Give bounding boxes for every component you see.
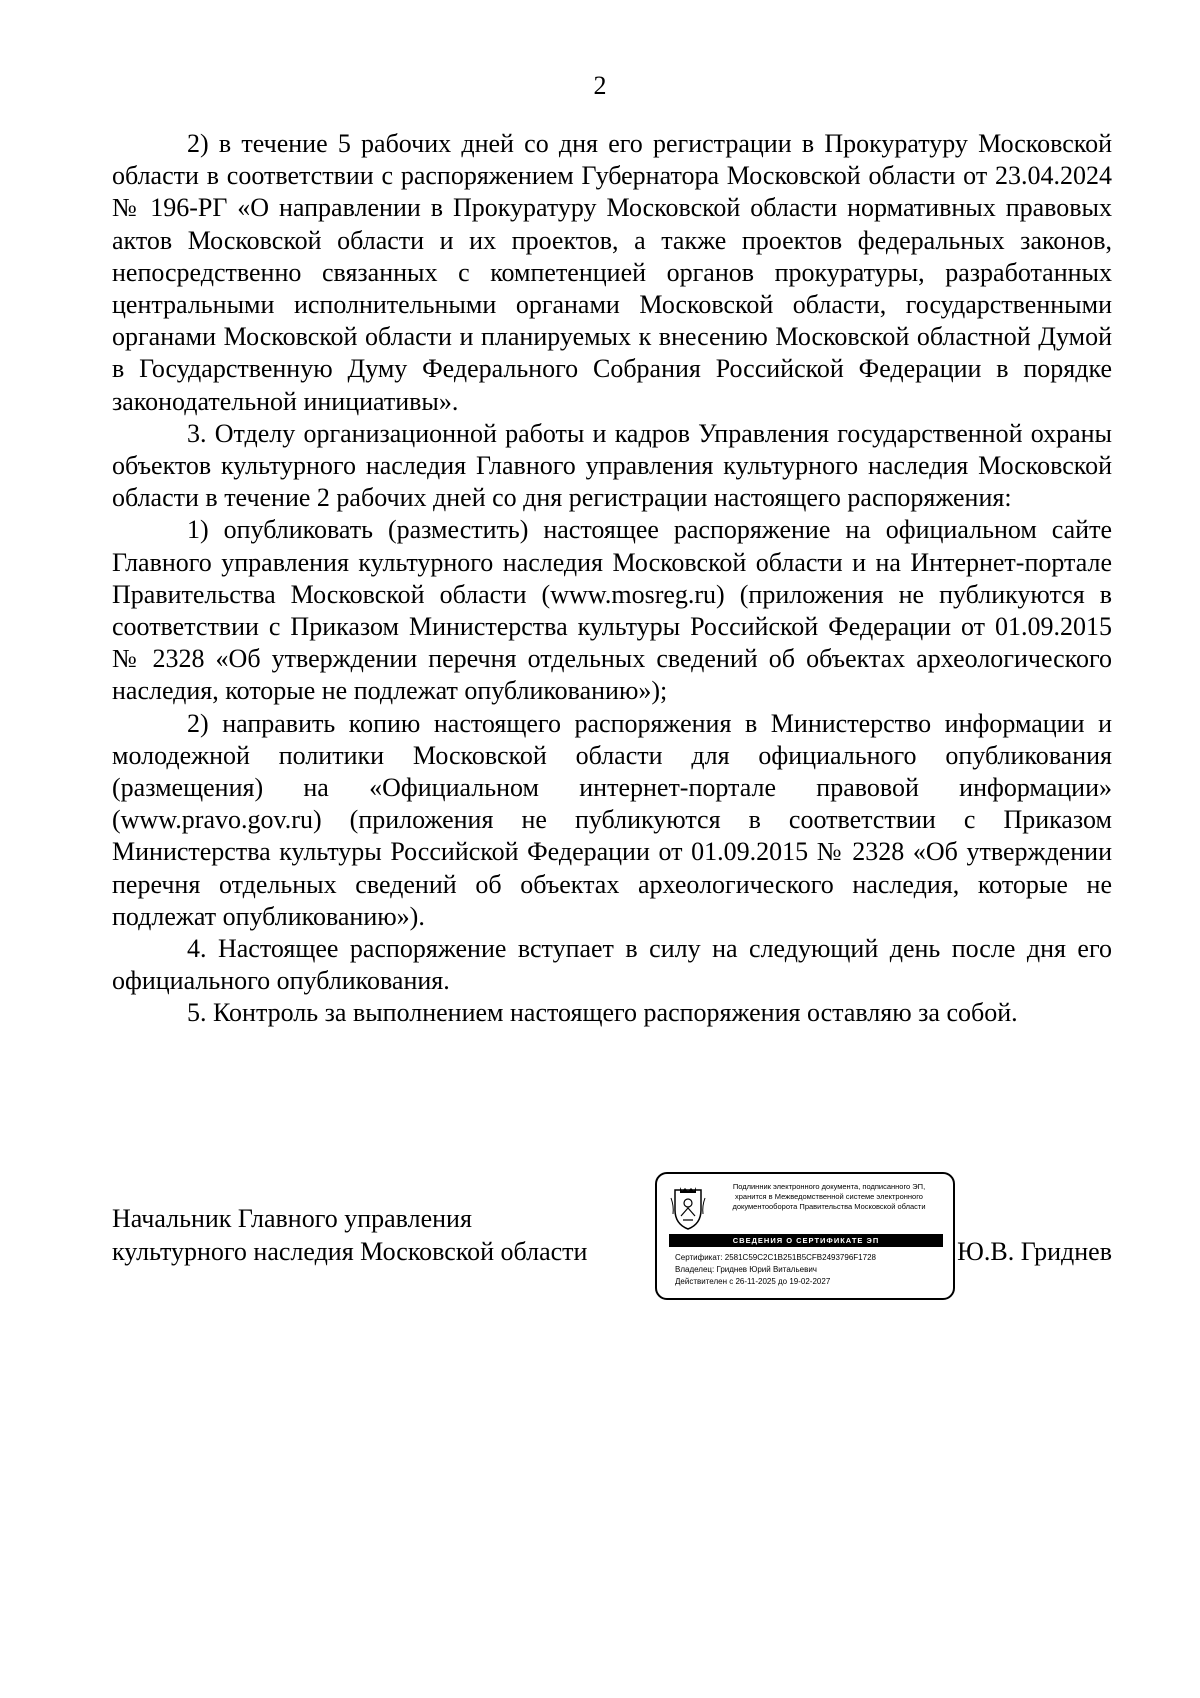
paragraph-3-department: 3. Отделу организационной работы и кадров Управления государственной охраны объектов культурного наследия Главного управления культурного наследия Московской области в течение 2 рабочих дней со дня регистрации настоящего распоряжения: [112,418,1112,513]
stamp-certificate-header: СВЕДЕНИЯ О СЕРТИФИКАТЕ ЭП [669,1234,943,1247]
stamp-certificate-details [675,1252,945,1288]
stamp-caption-line1: Подлинник электронного документа, подписанного ЭП, [732,1182,926,1191]
stamp-caption-line2: хранится в Межведомственной системе электронного [735,1192,923,1201]
stamp-validity: Действителен с 26-11-2025 до 19-02-2027 [675,1277,831,1286]
stamp-certificate-number: Сертификат: 2581C59C2C1B251B5CFB2493796F1728 [675,1253,876,1262]
stamp-caption [713,1182,945,1212]
stamp-caption-line3: документооборота Правительства Московской области [732,1202,926,1211]
paragraph-5-control: 5. Контроль за выполнением настоящего распоряжения оставляю за собой. [187,998,1018,1028]
moscow-oblast-coat-of-arms-icon [669,1184,707,1232]
paragraph-3-2-send-copy: 2) направить копию настоящего распоряжения в Министерство информации и молодежной политики Московской области для официального опубликования (размещения) на «Официальном интернет-портале правовой информации» (www.pravo.gov.ru) (приложения не публикуются в соответствии с Приказом Министерства культуры Российской Федерации от 01.09.2015 № 2328 «Об утверждении перечня отдельных сведений об объектах археологического наследия, которые не подлежат опубликованию»). [112,708,1112,931]
signature-block [112,1172,1112,1332]
stamp-owner: Владелец: Гриднев Юрий Витальевич [675,1265,817,1274]
signer-title-line2: культурного наследия Московской области [112,1237,588,1266]
paragraph-3-1-publish: 1) опубликовать (разместить) настоящее распоряжение на официальном сайте Главного управления культурного наследия Московской области и на Интернет-портале Правительства Московской области (www.mosreg.ru) (приложения не публикуются в соответствии с Приказом Министерства культуры Российской Федерации от 01.09.2015 № 2328 «Об утверждении перечня отдельных сведений об объектах археологического наследия, которые не подлежат опубликованию»); [112,515,1112,706]
document-body [112,128,1112,1030]
paragraph-2-prosecutor: 2) в течение 5 рабочих дней со дня его регистрации в Прокуратуру Московской области в соответствии с распоряжением Губернатора Московской области от 23.04.2024 № 196-РГ «О направлении в Прокуратуру Московской области нормативных правовых актов Московской области и их проектов, а также проектов федеральных законов, непосредственно связанных с компетенцией органов прокуратуры, разработанных центральными исполнительными органами Московской области, государственными органами Московской области и планируемых к внесению Московской областной Думой в Государственную Думу Федерального Собрания Российской Федерации в порядке законодательной инициативы». [112,129,1112,416]
signer-title-line1: Начальник Главного управления [112,1204,472,1233]
signer-name: Ю.В. Гриднев [957,1237,1112,1266]
page-number: 2 [593,71,607,100]
paragraph-4-effect: 4. Настоящее распоряжение вступает в силу на следующий день после дня его официального опубликования. [112,934,1112,996]
signer-title [112,1202,587,1268]
electronic-signature-stamp [655,1172,955,1300]
